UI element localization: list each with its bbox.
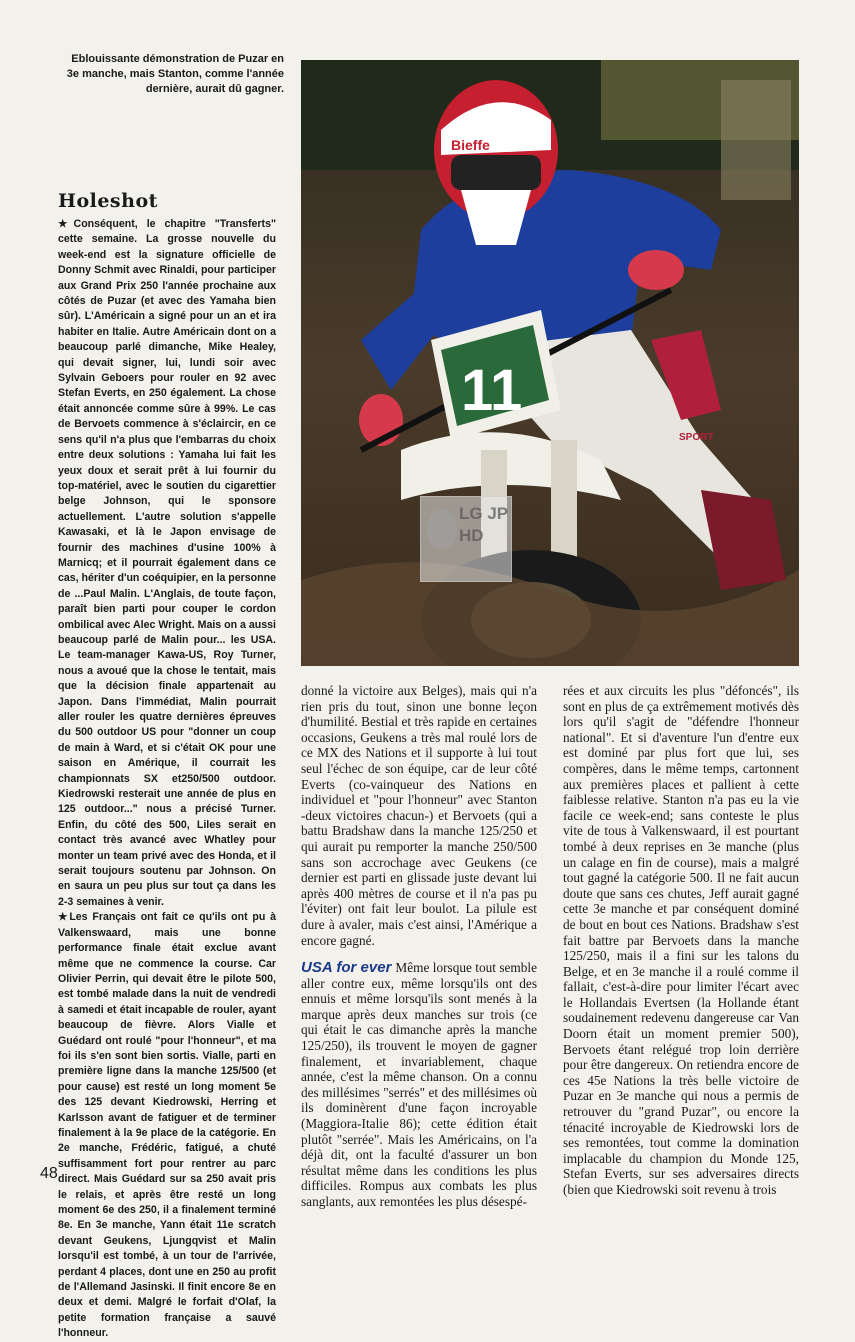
column-3 xyxy=(563,683,799,1198)
motocross-photo xyxy=(301,60,799,666)
holeshot-paragraph-2: ★Les Français ont fait ce qu'ils ont pu à Valkenswaard, mais une bonne performance finale était exclue avant même que ne commence la course. Car Olivier Perrin, qui devait être le pilote 500, est tombé malade dans la nuit de vendredi à samedi et était incapable de rouler, ayant beaucoup de fièvre. Alors Vialle et Guédard ont roulé "pour l'honneur", et ma foi ils s'en sont bien sortis. Vialle, parti en première ligne dans la manche 125/500 (et pour cause) est resté un long moment 5e des 125 devant Kiedrowski, Herring et Karlsson avant de fatiguer et de terminer finalement à la 9e place de la catégorie. En 2e manche, Frédéric, fatigué, a chuté suffisamment fort pour rentrer au parc direct. Mais Guédard sur sa 250 avait pris le relais, et après être resté un long moment 6e des 250, il a finalement terminé 8e. En 3e manche, Yann était 11e scratch devant Geukens, Ljungqvist et Malin lorsqu'il est tombé, à un tour de l'arrivée, perdant 4 places, dont une en 250 au profit de l'Allemand Jasinski. Il finit encore 8e en deux et demi. Malgré le forfait d'Olaf, la petite formation française a sauvé l'honneur. xyxy=(58,911,276,1340)
article-paragraph-1: donné la victoire aux Belges), mais qui n'a rien pris du tout, sinon une bonne leçon d'humilité. Bestial et très rapide en certaines occasions, Geukens a très mal roulé lors de ce MX des Nations et il supporte à lui tout seul l'échec de son équipe, car de leur côté Everts (co-vainqueur des Nations en individuel et "pour l'honneur" avec Stanton -deux victoires chacun-) et Bervoets (qui a battu Bradshaw dans la manche 125/250 et qui aurait pu remporter la manche 250/500 sans son accrochage avec Geukens (ce dernier est parti en glissade juste devant lui après 400 mètres de course et il n'a pas pu l'éviter) ont fait leur boulot. La pilule est dure à avaler, mais c'est ainsi, l'Amérique a encore gagné. xyxy=(301,683,537,948)
jersey-brand-text: SPORT xyxy=(679,432,714,443)
article-paragraph-3: rées et aux circuits les plus "défoncés", ils sont en plus de ça extrêmement motivés dès lors qu'il s'agit de "défendre l'honneur national". Et si d'aventure l'un d'entre eux est dominé par plus fort que lui, ses compères, dans le même temps, cartonnent aux premières places et pallient à cette faiblesse relative. Stanton n'a pas eu la vie facile ce week-end; sans conteste le plus vite de tous à Valkenswaard, il est pourtant tombé à deux reprises en 3e manche (plus un calage en fin de course), mais a malgré tout gagné la catégorie 500. Il ne fait aucun doute que sans ces chutes, Jeff aurait gagné cette 3e manche et par conséquent dominé de bout en bout ces Nations. Bradshaw s'est fait battre par Bervoets dans la manche 125/250, mais il a fini sur les talons du Belge, et en 3e manche il a roulé comme il fallait, c'est-à-dire pour limiter l'écart avec le Hollandais Evertsen (la Hollande étant soudainement redevenu dangereuse car Van Doorn était un moment premier 500), Bervoets étant relégué trop loin derrière pour être dangereux. On retiendra encore de ces 45e Nations la très belle victoire de Puzar en 3e manche qui nous a permis de retrouver du "grand Puzar", ou encore la ténacité incroyable de Kiedrowski lors de ses remontées, tout comme la domination implacable du champion du Monde 125, Stefan Everts, sur ses adversaires directs (bien que Kiedrowski soit revenu à trois xyxy=(563,683,799,1197)
bike-number: 11 xyxy=(461,358,523,423)
article-paragraph-2 xyxy=(301,960,537,1210)
watermark-logo xyxy=(420,496,512,582)
column-1 xyxy=(58,217,276,1342)
column-2 xyxy=(301,683,537,1210)
subheading-usa: USA for ever xyxy=(301,959,392,977)
page-number: 48 xyxy=(40,1165,58,1182)
article-paragraph-2-text: Même lorsque tout semble aller contre eux, même lorsqu'ils ont des ennuis et même lorsqu'ils sont menés à la marque après deux manches sur trois (ce qui était le cas dimanche après la manche 125/250), ils trouvent le moyen de gagner finalement, et invariablement, chaque année, c'est la même chanson. On a connu des millésimes "serrés" et des millésimes où ils dominèrent d'une façon incroyable (Maggiora-Italie 86); cette édition était plutôt "serrée". Mais les Américains, on l'a déjà dit, ont la faculté d'assurer un bon résultat même dans les conditions les plus difficiles. Rompus aux combats les plus sanglants, aux remontées les plus désespé- xyxy=(301,960,538,1209)
photo-caption: Eblouissante démonstration de Puzar en 3e manche, mais Stanton, comme l'année dernière, aurait dû gagner. xyxy=(66,53,284,95)
section-heading: Holeshot xyxy=(58,190,158,212)
holeshot-paragraph-1: ★Conséquent, le chapitre "Transferts" cette semaine. La grosse nouvelle du week-end est la signature officielle de Donny Schmit avec Rinaldi, pour participer aux Grand Prix 250 l'année prochaine aux côtés de Puzar (et avec des Yamaha bien sûr). L'Américain a signé pour un an et ira habiter en Italie. Autre Américain dont on a beaucoup parlé dimanche, Mike Healey, qui devait signer, lui, lundi soir avec Sylvain Geboers pour rouler en 92 avec Stefan Everts, en 250 également. La chose était annoncée comme sûre à 99%. Le cas de Bervoets commence à s'éclaircir, en ce sens qu'il n'a plus que l'embarras du choix entre deux solutions : Yamaha lui fait les yeux doux et serait prêt à lui fournir du top-matériel, avec le soutien du cigarettier belge Johnson, qui le sponsore actuellement. L'autre solution s'appelle Kawasaki, et là le Japon envisage de fournir des machines d'usine 100% à Marnicq; et il pourrait également dans ce cas, hériter d'un coéquipier, en la personne de ...Paul Malin. L'Anglais, de toute façon, paraît bien parti pour couper le cordon ombilical avec Alec Wright. Mais on a aussi beaucoup parlé de Malin pour... les USA. Le team-manager Kawa-US, Roy Turner, nous a avoué que la chose le tentait, mais que la décision finale appartenait au Japon. Dans l'immédiat, Malin pourrait aller rouler les quatre dernières épreuves du 500 outdoor US pour "donner un coup de main à Ward, et si c'était OK pour une saison en Amérique, il courrait les championnats SX et250/500 outdoor. Kiedrowski resterait une année de plus en 125 outdoor..." nous a précisé Turner. Enfin, du côté des 500, Liles serait en contact très avancé avec Whatley pour monter un team privé avec des Honda, et il serait toujours soutenu par Johnson. On en saura un peu plus sur tout ça dans les 2-3 semaines à venir. xyxy=(58,218,276,908)
helmet-brand-text: Bieffe xyxy=(451,137,490,153)
watermark-text: LG JP HD xyxy=(459,504,508,545)
portrait-icon xyxy=(427,509,457,549)
rider-illustration xyxy=(301,60,799,666)
